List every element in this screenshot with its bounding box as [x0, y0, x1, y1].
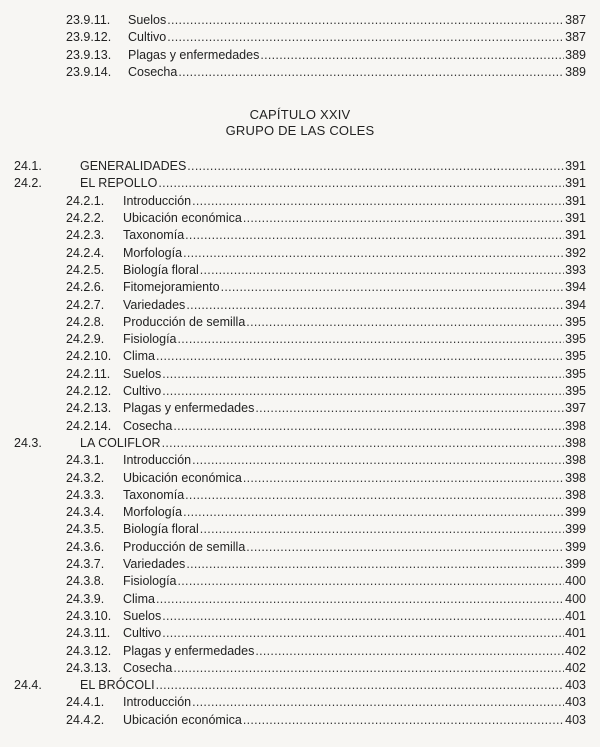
- entry-title: Cultivo: [128, 30, 167, 45]
- entry-page: 402: [565, 643, 586, 658]
- entry-page: 399: [565, 505, 586, 520]
- entry-number: 24.2.5.: [66, 262, 105, 277]
- chapter-entries: [14, 158, 586, 729]
- dot-leader: [156, 677, 565, 694]
- entry-page: 395: [565, 366, 586, 381]
- entry-number: 24.3.13.: [66, 660, 112, 675]
- toc-entry: [14, 712, 586, 729]
- entry-page: 391: [565, 211, 586, 226]
- toc-entry: [14, 504, 586, 521]
- table-of-contents: [14, 12, 586, 729]
- entry-page: 397: [565, 401, 586, 416]
- previous-chapter-entries: [14, 12, 586, 81]
- entry-number: 24.2.11.: [66, 366, 111, 381]
- toc-entry: [14, 297, 586, 314]
- toc-entry: [14, 660, 586, 677]
- toc-entry: [14, 158, 586, 175]
- entry-number: 24.3.8.: [66, 574, 105, 589]
- entry-title: Introducción: [123, 193, 192, 208]
- entry-page: 400: [565, 574, 586, 589]
- entry-page: 387: [565, 13, 586, 27]
- entry-page: 391: [565, 193, 586, 208]
- entry-number: 24.2.: [14, 176, 42, 191]
- dot-leader: [183, 245, 564, 262]
- dot-leader: [162, 608, 564, 625]
- entry-page: 395: [565, 349, 586, 364]
- entry-title: Plagas y enfermedades: [123, 401, 255, 416]
- dot-leader: [173, 418, 564, 435]
- toc-entry: [14, 556, 586, 573]
- toc-entry: [14, 210, 586, 227]
- entry-page: 395: [565, 384, 586, 399]
- entry-title: Plagas y enfermedades: [128, 47, 260, 62]
- toc-entry: [14, 47, 586, 64]
- entry-title: Variedades: [123, 297, 186, 312]
- entry-page: 391: [565, 176, 586, 191]
- entry-page: 389: [565, 47, 586, 62]
- dot-leader: [221, 279, 565, 296]
- dot-leader: [162, 366, 564, 383]
- entry-title: Fisiología: [123, 574, 177, 589]
- entry-number: 24.2.10.: [66, 349, 112, 364]
- entry-number: 24.3.11.: [66, 626, 111, 641]
- entry-page: 401: [565, 608, 586, 623]
- toc-entry: [14, 625, 586, 642]
- dot-leader: [178, 331, 565, 348]
- entry-page: 392: [565, 245, 586, 260]
- entry-number: 24.1.: [14, 159, 42, 174]
- dot-leader: [186, 297, 564, 314]
- entry-title: EL REPOLLO: [80, 176, 158, 191]
- dot-leader: [187, 158, 564, 175]
- dot-leader: [243, 210, 564, 227]
- toc-entry: [14, 591, 586, 608]
- dot-leader: [162, 435, 565, 452]
- toc-entry: [14, 539, 586, 556]
- entry-title: Morfología: [123, 505, 183, 520]
- entry-number: 23.9.12.: [66, 30, 112, 45]
- entry-number: 24.3.9.: [66, 591, 105, 606]
- dot-leader: [158, 175, 564, 192]
- toc-entry: [14, 262, 586, 279]
- entry-title: Suelos: [123, 366, 162, 381]
- entry-page: 394: [565, 297, 586, 312]
- entry-page: 399: [565, 522, 586, 537]
- entry-title: Introducción: [123, 453, 192, 468]
- entry-title: Cosecha: [123, 660, 173, 675]
- entry-number: 24.2.6.: [66, 280, 105, 295]
- entry-number: 24.2.7.: [66, 297, 105, 312]
- entry-title: Fisiología: [123, 332, 177, 347]
- chapter-label: CAPÍTULO XXIV: [249, 107, 351, 123]
- dot-leader: [167, 29, 564, 46]
- entry-number: 24.3.7.: [66, 557, 105, 572]
- entry-number: 24.2.9.: [66, 332, 105, 347]
- toc-entry: [14, 227, 586, 244]
- entry-title: Producción de semilla: [123, 314, 246, 329]
- entry-page: 395: [565, 314, 586, 329]
- entry-title: Producción de semilla: [123, 539, 246, 554]
- dot-leader: [162, 383, 564, 400]
- dot-leader: [192, 452, 564, 469]
- entry-page: 394: [565, 280, 586, 295]
- entry-number: 24.4.2.: [66, 712, 105, 727]
- toc-entry: [14, 64, 586, 81]
- dot-leader: [243, 470, 564, 487]
- entry-page: 398: [565, 487, 586, 502]
- dot-leader: [173, 660, 564, 677]
- entry-number: 24.3.2.: [66, 470, 105, 485]
- toc-entry: [14, 643, 586, 660]
- toc-entry: [14, 677, 586, 694]
- entry-number: 24.2.1.: [66, 193, 105, 208]
- dot-leader: [156, 348, 564, 365]
- entry-title: Clima: [123, 591, 155, 606]
- entry-title: Suelos: [128, 13, 167, 27]
- toc-entry: [14, 400, 586, 417]
- entry-title: Ubicación económica: [123, 211, 242, 226]
- entry-page: 389: [565, 64, 586, 79]
- entry-title: Suelos: [123, 608, 162, 623]
- dot-leader: [167, 12, 564, 29]
- toc-entry: [14, 279, 586, 296]
- dot-leader: [185, 227, 564, 244]
- dot-leader: [178, 64, 564, 81]
- toc-entry: [14, 29, 586, 46]
- entry-number: 24.3.4.: [66, 505, 105, 520]
- entry-number: 24.4.1.: [66, 695, 105, 710]
- entry-number: 24.3.12.: [66, 643, 112, 658]
- toc-entry: [14, 193, 586, 210]
- entry-page: 399: [565, 539, 586, 554]
- entry-number: 24.2.14.: [66, 418, 112, 433]
- chapter-title: GRUPO DE LAS COLES: [225, 123, 375, 139]
- entry-number: 23.9.14.: [66, 64, 112, 79]
- toc-entry: [14, 452, 586, 469]
- entry-title: Clima: [123, 349, 155, 364]
- toc-entry: [14, 694, 586, 711]
- entry-page: 395: [565, 332, 586, 347]
- entry-page: 399: [565, 557, 586, 572]
- entry-page: 398: [565, 418, 586, 433]
- toc-entry: [14, 573, 586, 590]
- entry-number: 24.4.: [14, 678, 42, 693]
- entry-page: 398: [565, 435, 586, 450]
- entry-page: 403: [565, 695, 586, 710]
- entry-title: Ubicación económica: [123, 712, 242, 727]
- dot-leader: [185, 487, 564, 504]
- dot-leader: [246, 314, 564, 331]
- toc-entry: [14, 487, 586, 504]
- entry-page: 400: [565, 591, 586, 606]
- toc-entry: [14, 175, 586, 192]
- entry-title: Cosecha: [123, 418, 173, 433]
- entry-title: GENERALIDADES: [80, 159, 187, 174]
- entry-number: 24.3.3.: [66, 487, 105, 502]
- entry-title: Biología floral: [123, 522, 199, 537]
- entry-number: 24.2.2.: [66, 211, 105, 226]
- toc-entry: [14, 314, 586, 331]
- entry-number: 24.2.4.: [66, 245, 105, 260]
- dot-leader: [162, 625, 564, 642]
- toc-entry: [14, 331, 586, 348]
- entry-number: 23.9.13.: [66, 47, 112, 62]
- entry-number: 24.3.5.: [66, 522, 105, 537]
- entry-number: 23.9.11.: [66, 13, 111, 27]
- dot-leader: [156, 591, 564, 608]
- entry-title: Ubicación económica: [123, 470, 242, 485]
- toc-entry: [14, 366, 586, 383]
- entry-page: 402: [565, 660, 586, 675]
- entry-title: Cosecha: [128, 64, 178, 79]
- dot-leader: [260, 47, 564, 64]
- entry-number: 24.2.13.: [66, 401, 112, 416]
- toc-entry: [14, 470, 586, 487]
- entry-title: EL BRÓCOLI: [80, 678, 155, 693]
- chapter-heading: [14, 107, 586, 139]
- entry-title: Biología floral: [123, 262, 199, 277]
- entry-page: 403: [565, 678, 586, 693]
- dot-leader: [255, 400, 564, 417]
- entry-number: 24.3.1.: [66, 453, 105, 468]
- entry-page: 387: [565, 30, 586, 45]
- entry-title: Fitomejoramiento: [123, 280, 220, 295]
- entry-title: Cultivo: [123, 626, 162, 641]
- entry-page: 391: [565, 228, 586, 243]
- dot-leader: [200, 521, 564, 538]
- toc-entry: [14, 245, 586, 262]
- toc-entry: [14, 435, 586, 452]
- entry-page: 401: [565, 626, 586, 641]
- toc-entry: [14, 383, 586, 400]
- entry-number: 24.2.12.: [66, 384, 112, 399]
- toc-entry: [14, 348, 586, 365]
- entry-title: Morfología: [123, 245, 183, 260]
- dot-leader: [178, 573, 565, 590]
- dot-leader: [243, 712, 564, 729]
- entry-number: 24.3.: [14, 435, 42, 450]
- entry-title: Introducción: [123, 695, 192, 710]
- entry-title: LA COLIFLOR: [80, 435, 161, 450]
- entry-page: 391: [565, 159, 586, 174]
- dot-leader: [246, 539, 564, 556]
- entry-page: 398: [565, 470, 586, 485]
- entry-title: Taxonomía: [123, 228, 185, 243]
- dot-leader: [186, 556, 564, 573]
- dot-leader: [192, 694, 564, 711]
- entry-title: Variedades: [123, 557, 186, 572]
- dot-leader: [183, 504, 564, 521]
- toc-entry: [14, 521, 586, 538]
- dot-leader: [255, 643, 564, 660]
- dot-leader: [192, 193, 564, 210]
- entry-page: 403: [565, 712, 586, 727]
- entry-title: Cultivo: [123, 384, 162, 399]
- entry-title: Taxonomía: [123, 487, 185, 502]
- toc-entry: [14, 12, 586, 29]
- entry-title: Plagas y enfermedades: [123, 643, 255, 658]
- entry-page: 393: [565, 262, 586, 277]
- toc-entry: [14, 418, 586, 435]
- entry-number: 24.3.10.: [66, 608, 112, 623]
- entry-number: 24.2.8.: [66, 314, 105, 329]
- toc-entry: [14, 608, 586, 625]
- entry-number: 24.2.3.: [66, 228, 105, 243]
- entry-number: 24.3.6.: [66, 539, 105, 554]
- dot-leader: [200, 262, 564, 279]
- entry-page: 398: [565, 453, 586, 468]
